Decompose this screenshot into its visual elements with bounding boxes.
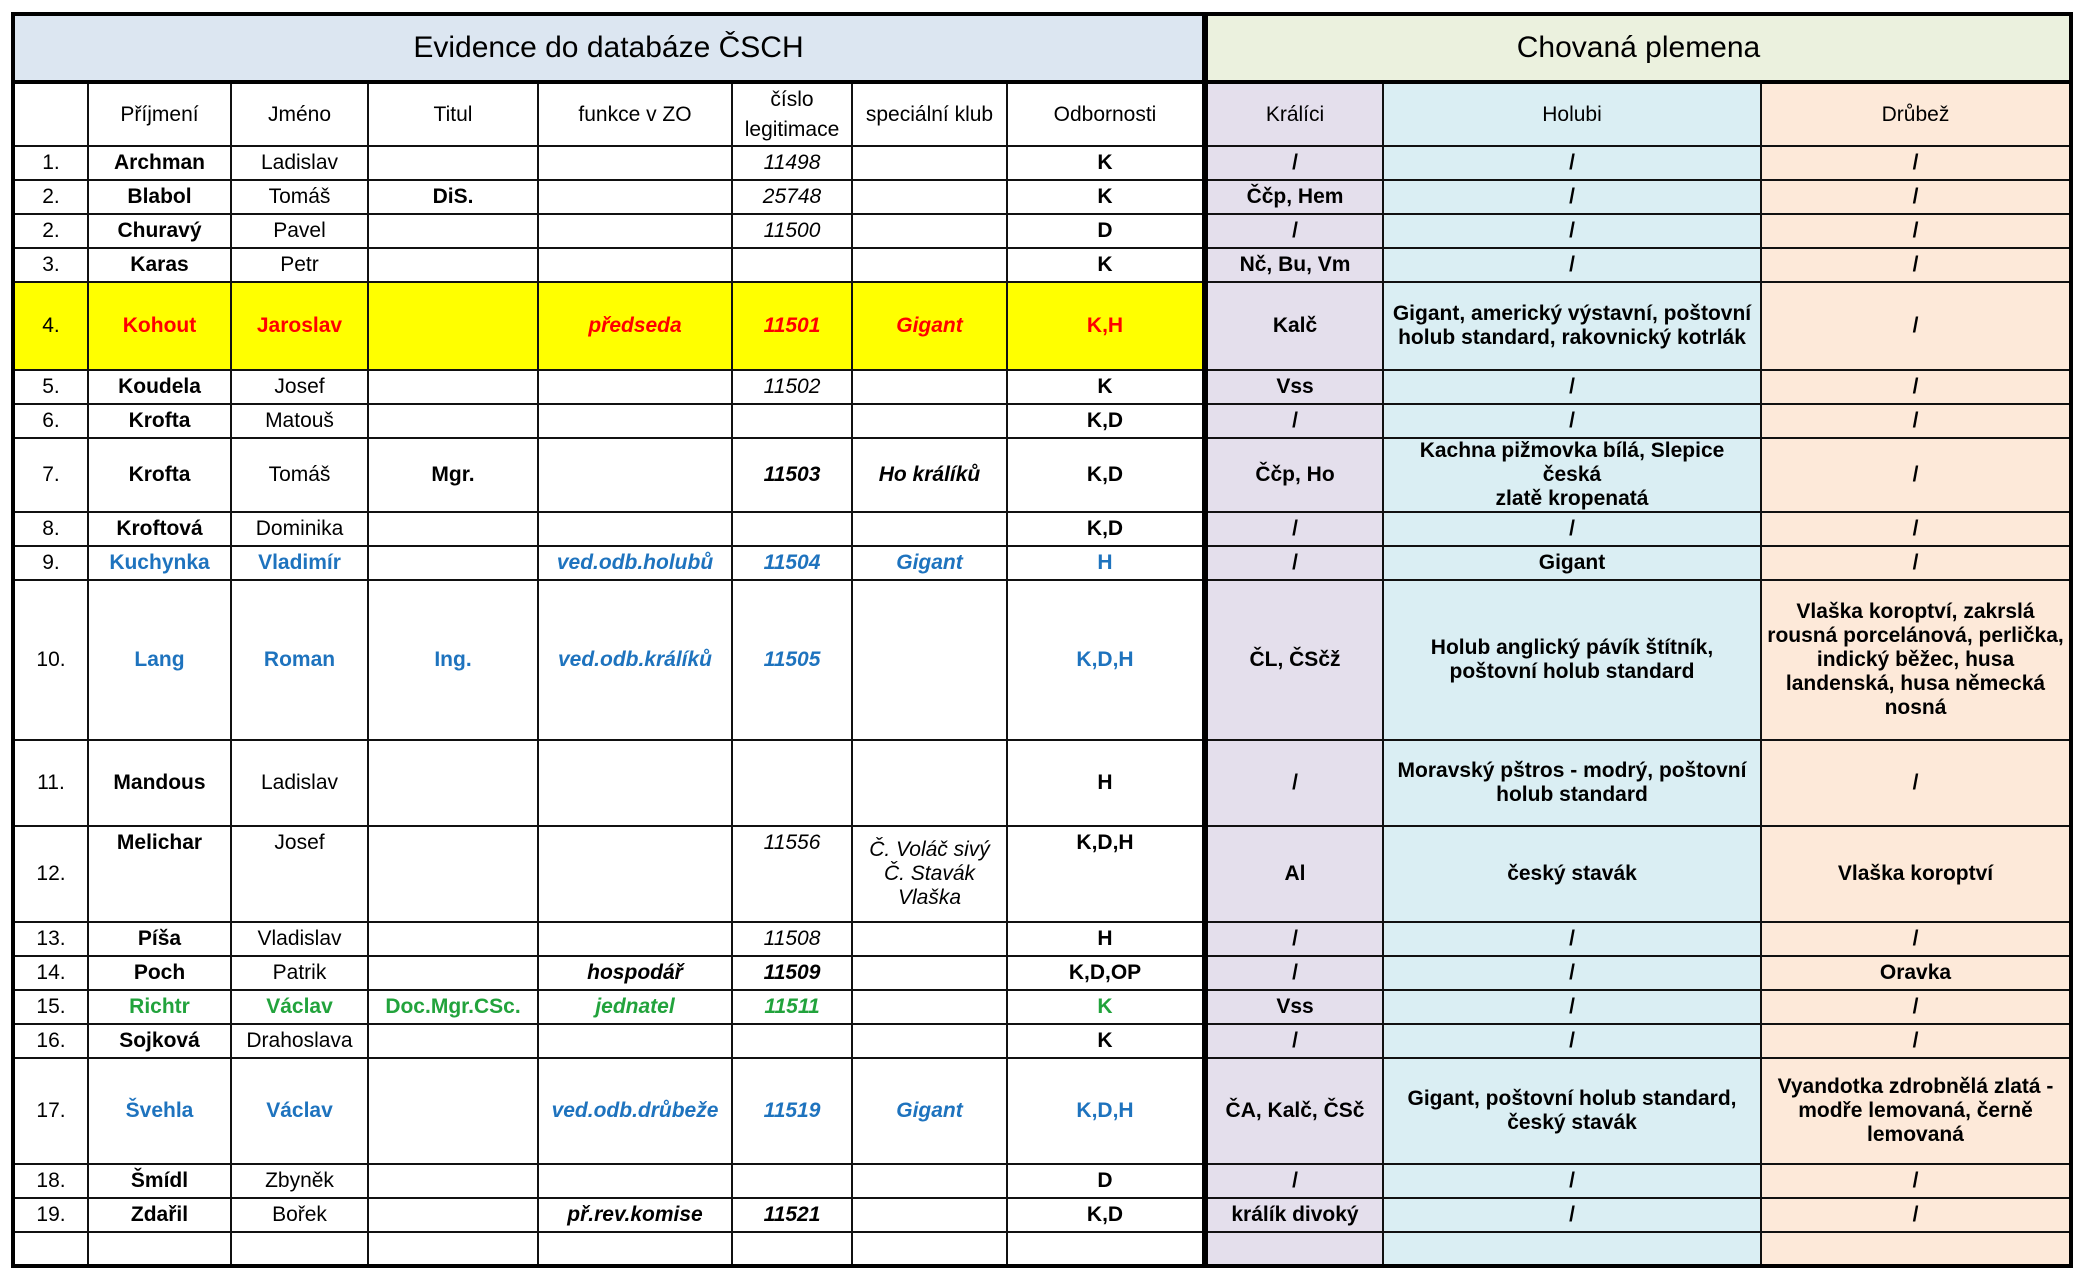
cell-poultry[interactable] [1761, 1232, 2071, 1266]
cell-legit-number[interactable]: 11503 [732, 438, 852, 512]
header-legit: číslo legitimace [732, 82, 852, 146]
cell-pigeons[interactable]: / [1383, 248, 1761, 282]
cell-special-club[interactable] [852, 990, 1007, 1024]
member-table [11, 12, 2073, 1268]
cell-legit-number[interactable] [732, 1232, 852, 1266]
cell-academic-title[interactable] [368, 1164, 538, 1198]
cell-poultry[interactable]: / [1761, 990, 2071, 1024]
cell-surname[interactable]: Poch [88, 956, 231, 990]
spreadsheet [11, 12, 2073, 1268]
table-row [13, 404, 2071, 438]
table-row [13, 1058, 2071, 1164]
cell-special-club[interactable] [852, 956, 1007, 990]
cell-poultry[interactable]: / [1761, 740, 2071, 826]
header-function: funkce v ZO [538, 82, 732, 146]
cell-first-name[interactable] [231, 1232, 368, 1266]
cell-rabbits[interactable]: Ččp, Hem [1205, 180, 1383, 214]
cell-academic-title[interactable] [368, 248, 538, 282]
cell-legit-number[interactable]: 11502 [732, 370, 852, 404]
cell-special-club[interactable] [852, 404, 1007, 438]
cell-poultry[interactable]: / [1761, 214, 2071, 248]
cell-row-number[interactable]: 7. [13, 438, 88, 512]
cell-academic-title[interactable] [368, 922, 538, 956]
cell-surname[interactable]: Kroftová [88, 512, 231, 546]
cell-legit-number[interactable]: 11500 [732, 214, 852, 248]
cell-surname[interactable]: Sojková [88, 1024, 231, 1058]
cell-rabbits[interactable]: / [1205, 740, 1383, 826]
cell-poultry[interactable]: / [1761, 404, 2071, 438]
cell-pigeons[interactable]: Gigant, poštovní holub standard, český stavák [1383, 1058, 1761, 1164]
cell-legit-number[interactable]: 11521 [732, 1198, 852, 1232]
cell-first-name[interactable]: Pavel [231, 214, 368, 248]
cell-academic-title[interactable] [368, 146, 538, 180]
cell-poultry[interactable]: / [1761, 146, 2071, 180]
cell-first-name[interactable]: Tomáš [231, 438, 368, 512]
cell-academic-title[interactable]: Mgr. [368, 438, 538, 512]
cell-special-club[interactable] [852, 370, 1007, 404]
cell-pigeons[interactable]: Holub anglický pávík štítník, poštovní holub standard [1383, 580, 1761, 740]
cell-expertise[interactable]: H [1007, 922, 1205, 956]
cell-legit-number[interactable]: 11509 [732, 956, 852, 990]
table-row [13, 1164, 2071, 1198]
cell-function[interactable] [538, 370, 732, 404]
cell-row-number[interactable]: 15. [13, 990, 88, 1024]
cell-pigeons[interactable]: / [1383, 512, 1761, 546]
cell-pigeons[interactable]: Moravský pštros - modrý, poštovní holub standard [1383, 740, 1761, 826]
header-club: speciální klub [852, 82, 1007, 146]
cell-first-name[interactable]: Drahoslava [231, 1024, 368, 1058]
cell-pigeons[interactable]: Kachna pižmovka bílá, Slepice česká zlatě kropenatá [1383, 438, 1761, 512]
cell-surname[interactable]: Blabol [88, 180, 231, 214]
table-row [13, 282, 2071, 370]
table-row [13, 370, 2071, 404]
cell-expertise[interactable]: D [1007, 214, 1205, 248]
cell-rabbits[interactable] [1205, 1232, 1383, 1266]
cell-expertise[interactable]: K,D [1007, 438, 1205, 512]
cell-row-number[interactable]: 5. [13, 370, 88, 404]
cell-poultry[interactable]: / [1761, 1164, 2071, 1198]
cell-legit-number[interactable]: 25748 [732, 180, 852, 214]
cell-pigeons[interactable]: Gigant [1383, 546, 1761, 580]
cell-expertise[interactable]: K,D,OP [1007, 956, 1205, 990]
cell-first-name[interactable]: Vladimír [231, 546, 368, 580]
cell-surname[interactable]: Krofta [88, 438, 231, 512]
cell-rabbits[interactable]: Al [1205, 826, 1383, 922]
cell-row-number[interactable]: 10. [13, 580, 88, 740]
cell-row-number[interactable]: 12. [13, 826, 88, 922]
cell-poultry[interactable]: / [1761, 180, 2071, 214]
cell-surname[interactable]: Archman [88, 146, 231, 180]
cell-first-name[interactable]: Josef [231, 370, 368, 404]
cell-first-name[interactable]: Václav [231, 990, 368, 1024]
cell-first-name[interactable]: Ladislav [231, 146, 368, 180]
cell-first-name[interactable]: Zbyněk [231, 1164, 368, 1198]
cell-legit-number[interactable]: 11508 [732, 922, 852, 956]
cell-row-number[interactable]: 14. [13, 956, 88, 990]
cell-row-number[interactable]: 8. [13, 512, 88, 546]
cell-pigeons[interactable]: / [1383, 990, 1761, 1024]
cell-legit-number[interactable]: 11504 [732, 546, 852, 580]
table-row [13, 990, 2071, 1024]
cell-academic-title[interactable] [368, 1232, 538, 1266]
cell-legit-number[interactable]: 11498 [732, 146, 852, 180]
cell-expertise[interactable]: K [1007, 146, 1205, 180]
cell-poultry[interactable]: / [1761, 512, 2071, 546]
cell-rabbits[interactable]: / [1205, 146, 1383, 180]
cell-function[interactable] [538, 512, 732, 546]
cell-special-club[interactable] [852, 1232, 1007, 1266]
cell-surname[interactable]: Švehla [88, 1058, 231, 1164]
cell-expertise[interactable]: K,D,H [1007, 1058, 1205, 1164]
cell-legit-number[interactable] [732, 1164, 852, 1198]
table-row [13, 580, 2071, 740]
title-evidence: Evidence do databáze ČSCH [13, 14, 1205, 82]
cell-function[interactable] [538, 1024, 732, 1058]
cell-poultry[interactable]: / [1761, 438, 2071, 512]
cell-row-number[interactable]: 16. [13, 1024, 88, 1058]
cell-legit-number[interactable] [732, 740, 852, 826]
cell-function[interactable] [538, 826, 732, 922]
cell-rabbits[interactable]: / [1205, 512, 1383, 546]
cell-expertise[interactable]: H [1007, 546, 1205, 580]
cell-poultry[interactable]: Vyandotka zdrobnělá zlatá - modře lemovaná, černě lemovaná [1761, 1058, 2071, 1164]
cell-rabbits[interactable]: / [1205, 1164, 1383, 1198]
cell-first-name[interactable]: Matouš [231, 404, 368, 438]
cell-function[interactable]: hospodář [538, 956, 732, 990]
cell-expertise[interactable]: K [1007, 180, 1205, 214]
cell-row-number[interactable]: 3. [13, 248, 88, 282]
cell-expertise[interactable]: K,D [1007, 404, 1205, 438]
cell-special-club[interactable] [852, 1198, 1007, 1232]
cell-academic-title[interactable]: Doc.Mgr.CSc. [368, 990, 538, 1024]
cell-expertise[interactable]: K,D [1007, 512, 1205, 546]
table-row [13, 1024, 2071, 1058]
cell-surname[interactable]: Koudela [88, 370, 231, 404]
table-row [13, 546, 2071, 580]
cell-function[interactable] [538, 146, 732, 180]
cell-pigeons[interactable]: / [1383, 1024, 1761, 1058]
table-row [13, 146, 2071, 180]
cell-first-name[interactable]: Jaroslav [231, 282, 368, 370]
cell-poultry[interactable]: Vlaška koroptví, zakrslá rousná porcelánová, perlička, indický běžec, husa landenská, husa německá nosná [1761, 580, 2071, 740]
cell-function[interactable] [538, 740, 732, 826]
cell-rabbits[interactable]: králík divoký [1205, 1198, 1383, 1232]
cell-surname[interactable]: Lang [88, 580, 231, 740]
cell-first-name[interactable]: Roman [231, 580, 368, 740]
cell-pigeons[interactable]: český stavák [1383, 826, 1761, 922]
cell-academic-title[interactable] [368, 1198, 538, 1232]
cell-pigeons[interactable]: / [1383, 922, 1761, 956]
cell-rabbits[interactable]: Nč, Bu, Vm [1205, 248, 1383, 282]
cell-function[interactable]: př.rev.komise [538, 1198, 732, 1232]
cell-expertise[interactable]: K [1007, 248, 1205, 282]
cell-pigeons[interactable]: / [1383, 956, 1761, 990]
cell-rabbits[interactable]: / [1205, 546, 1383, 580]
cell-special-club[interactable]: Gigant [852, 1058, 1007, 1164]
cell-surname[interactable]: Churavý [88, 214, 231, 248]
cell-expertise[interactable]: H [1007, 740, 1205, 826]
cell-row-number[interactable]: 2. [13, 180, 88, 214]
cell-legit-number[interactable] [732, 404, 852, 438]
cell-academic-title[interactable] [368, 512, 538, 546]
cell-surname[interactable]: Melichar [88, 826, 231, 922]
cell-poultry[interactable]: / [1761, 546, 2071, 580]
cell-academic-title[interactable] [368, 740, 538, 826]
cell-surname[interactable]: Kuchynka [88, 546, 231, 580]
cell-rabbits[interactable]: ČL, ČSčž [1205, 580, 1383, 740]
cell-academic-title[interactable] [368, 1024, 538, 1058]
cell-first-name[interactable]: Václav [231, 1058, 368, 1164]
header-rabbits: Králíci [1205, 82, 1383, 146]
cell-special-club[interactable] [852, 1164, 1007, 1198]
cell-rabbits[interactable]: / [1205, 956, 1383, 990]
cell-function[interactable] [538, 248, 732, 282]
cell-function[interactable]: ved.odb.holubů [538, 546, 732, 580]
cell-academic-title[interactable] [368, 826, 538, 922]
cell-academic-title[interactable] [368, 282, 538, 370]
cell-pigeons[interactable] [1383, 1232, 1761, 1266]
cell-poultry[interactable]: / [1761, 1198, 2071, 1232]
cell-first-name[interactable]: Petr [231, 248, 368, 282]
cell-function[interactable] [538, 1232, 732, 1266]
cell-row-number[interactable]: 1. [13, 146, 88, 180]
cell-rabbits[interactable]: Ččp, Ho [1205, 438, 1383, 512]
cell-legit-number[interactable]: 11511 [732, 990, 852, 1024]
cell-academic-title[interactable]: Ing. [368, 580, 538, 740]
cell-first-name[interactable]: Bořek [231, 1198, 368, 1232]
cell-academic-title[interactable] [368, 956, 538, 990]
cell-row-number[interactable]: 19. [13, 1198, 88, 1232]
cell-legit-number[interactable]: 11556 [732, 826, 852, 922]
cell-rabbits[interactable]: ČA, Kalč, ČSč [1205, 1058, 1383, 1164]
header-title: Titul [368, 82, 538, 146]
cell-function[interactable] [538, 438, 732, 512]
cell-rabbits[interactable]: / [1205, 214, 1383, 248]
cell-function[interactable] [538, 180, 732, 214]
cell-pigeons[interactable]: / [1383, 1198, 1761, 1232]
cell-special-club[interactable]: Gigant [852, 282, 1007, 370]
cell-rabbits[interactable]: Vss [1205, 370, 1383, 404]
cell-rabbits[interactable]: Kalč [1205, 282, 1383, 370]
table-row [13, 826, 2071, 922]
cell-rabbits[interactable]: / [1205, 404, 1383, 438]
cell-special-club[interactable] [852, 146, 1007, 180]
cell-row-number[interactable]: 4. [13, 282, 88, 370]
cell-special-club[interactable]: Ho králíků [852, 438, 1007, 512]
cell-surname[interactable]: Píša [88, 922, 231, 956]
cell-surname[interactable]: Krofta [88, 404, 231, 438]
cell-surname[interactable]: Zdařil [88, 1198, 231, 1232]
cell-academic-title[interactable]: DiS. [368, 180, 538, 214]
cell-special-club[interactable] [852, 248, 1007, 282]
cell-special-club[interactable]: Č. Voláč sivý Č. Stavák Vlaška [852, 826, 1007, 922]
cell-row-number[interactable]: 2. [13, 214, 88, 248]
cell-function[interactable]: jednatel [538, 990, 732, 1024]
cell-surname[interactable]: Šmídl [88, 1164, 231, 1198]
cell-row-number[interactable]: 6. [13, 404, 88, 438]
cell-row-number[interactable]: 13. [13, 922, 88, 956]
cell-expertise[interactable]: K [1007, 990, 1205, 1024]
cell-first-name[interactable]: Ladislav [231, 740, 368, 826]
cell-pigeons[interactable]: / [1383, 180, 1761, 214]
cell-row-number[interactable]: 17. [13, 1058, 88, 1164]
table-row [13, 180, 2071, 214]
header-name: Jméno [231, 82, 368, 146]
cell-row-number[interactable]: 9. [13, 546, 88, 580]
cell-poultry[interactable]: Vlaška koroptví [1761, 826, 2071, 922]
cell-academic-title[interactable] [368, 1058, 538, 1164]
cell-special-club[interactable] [852, 740, 1007, 826]
cell-academic-title[interactable] [368, 404, 538, 438]
cell-function[interactable] [538, 1164, 732, 1198]
cell-legit-number[interactable] [732, 1024, 852, 1058]
table-row [13, 214, 2071, 248]
cell-special-club[interactable] [852, 512, 1007, 546]
table-row [13, 512, 2071, 546]
cell-academic-title[interactable] [368, 214, 538, 248]
cell-special-club[interactable] [852, 922, 1007, 956]
cell-legit-number[interactable]: 11505 [732, 580, 852, 740]
header-pigeons: Holubi [1383, 82, 1761, 146]
cell-legit-number[interactable] [732, 512, 852, 546]
cell-special-club[interactable] [852, 214, 1007, 248]
cell-poultry[interactable]: / [1761, 922, 2071, 956]
table-row [13, 956, 2071, 990]
header-expertise: Odbornosti [1007, 82, 1205, 146]
cell-expertise[interactable]: K [1007, 1024, 1205, 1058]
cell-poultry[interactable]: Oravka [1761, 956, 2071, 990]
cell-legit-number[interactable]: 11519 [732, 1058, 852, 1164]
table-row [13, 1232, 2071, 1266]
table-row [13, 248, 2071, 282]
table-row [13, 922, 2071, 956]
cell-rabbits[interactable]: / [1205, 1024, 1383, 1058]
cell-special-club[interactable] [852, 1024, 1007, 1058]
cell-row-number[interactable] [13, 1232, 88, 1266]
cell-function[interactable]: ved.odb.drůbeže [538, 1058, 732, 1164]
cell-surname[interactable] [88, 1232, 231, 1266]
cell-rabbits[interactable]: / [1205, 922, 1383, 956]
header-num [13, 82, 88, 146]
table-row [13, 438, 2071, 512]
cell-special-club[interactable] [852, 580, 1007, 740]
cell-pigeons[interactable]: Gigant, americký výstavní, poštovní holub standard, rakovnický kotrlák [1383, 282, 1761, 370]
table-row [13, 740, 2071, 826]
header-surname: Příjmení [88, 82, 231, 146]
cell-expertise[interactable] [1007, 1232, 1205, 1266]
cell-academic-title[interactable] [368, 370, 538, 404]
cell-special-club[interactable]: Gigant [852, 546, 1007, 580]
cell-expertise[interactable]: D [1007, 1164, 1205, 1198]
cell-pigeons[interactable]: / [1383, 404, 1761, 438]
cell-poultry[interactable]: / [1761, 282, 2071, 370]
cell-function[interactable]: předseda [538, 282, 732, 370]
cell-special-club[interactable] [852, 180, 1007, 214]
cell-row-number[interactable]: 11. [13, 740, 88, 826]
cell-expertise[interactable]: K,D,H [1007, 826, 1205, 922]
cell-pigeons[interactable]: / [1383, 1164, 1761, 1198]
cell-expertise[interactable]: K,D,H [1007, 580, 1205, 740]
cell-function[interactable]: ved.odb.králíků [538, 580, 732, 740]
cell-pigeons[interactable]: / [1383, 214, 1761, 248]
cell-poultry[interactable]: / [1761, 370, 2071, 404]
cell-pigeons[interactable]: / [1383, 146, 1761, 180]
cell-function[interactable] [538, 922, 732, 956]
cell-surname[interactable]: Richtr [88, 990, 231, 1024]
cell-function[interactable] [538, 404, 732, 438]
cell-expertise[interactable]: K [1007, 370, 1205, 404]
cell-legit-number[interactable]: 11501 [732, 282, 852, 370]
cell-academic-title[interactable] [368, 546, 538, 580]
cell-surname[interactable]: Kohout [88, 282, 231, 370]
cell-expertise[interactable]: K,H [1007, 282, 1205, 370]
cell-function[interactable] [538, 214, 732, 248]
title-breeds: Chovaná plemena [1205, 14, 2071, 82]
cell-poultry[interactable]: / [1761, 248, 2071, 282]
cell-row-number[interactable]: 18. [13, 1164, 88, 1198]
cell-first-name[interactable]: Vladislav [231, 922, 368, 956]
cell-first-name[interactable]: Josef [231, 826, 368, 922]
cell-rabbits[interactable]: Vss [1205, 990, 1383, 1024]
cell-first-name[interactable]: Patrik [231, 956, 368, 990]
cell-pigeons[interactable]: / [1383, 370, 1761, 404]
cell-legit-number[interactable] [732, 248, 852, 282]
cell-first-name[interactable]: Tomáš [231, 180, 368, 214]
cell-expertise[interactable]: K,D [1007, 1198, 1205, 1232]
header-poultry: Drůbež [1761, 82, 2071, 146]
cell-surname[interactable]: Mandous [88, 740, 231, 826]
cell-poultry[interactable]: / [1761, 1024, 2071, 1058]
cell-surname[interactable]: Karas [88, 248, 231, 282]
table-row [13, 1198, 2071, 1232]
cell-first-name[interactable]: Dominika [231, 512, 368, 546]
